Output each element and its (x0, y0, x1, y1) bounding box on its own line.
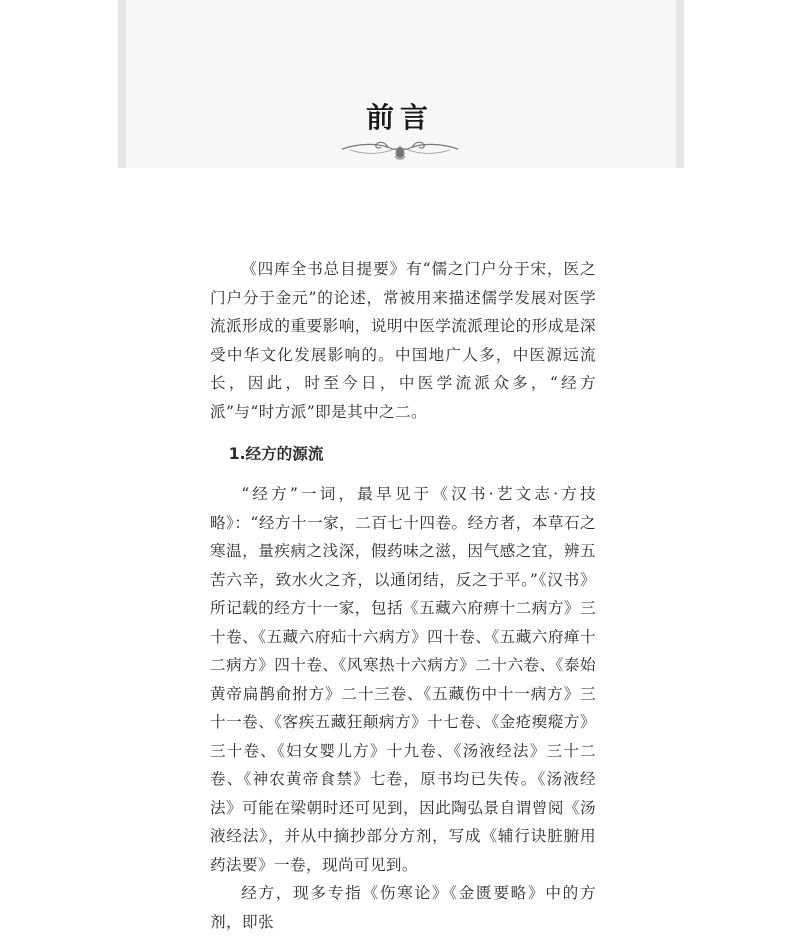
body-paragraph: “经方”一词，最早见于《汉书·艺文志·方技略》：“经方十一家，二百七十四卷。经方者，本草石之寒温，量疾病之浅深，假药味之滋，因气感之宜，辨五苦六辛，致水火之齐，以通闭结，反之于平。”《汉书》所记载的经方十一家，包括《五藏六府痹十二病方》三十卷、《五藏六府疝十六病方》四十卷、《五藏六府瘅十二病方》四十卷、《风寒热十六病方》二十六卷、《泰始黄帝扁鹊俞拊方》二十三卷、《五藏伤中十一病方》三十一卷、《客疾五藏狂颠病方》十七卷、《金疮瘈瘲方》三十卷、《妇女婴儿方》十九卷、《汤液经法》三十二卷、《神农黄帝食禁》七卷，原书均已失传。《汤液经法》可能在梁朝时还可见到，因此陶弘景自谓曾阅《汤液经法》，并从中摘抄部分方剂，写成《辅行诀脏腑用药法要》一卷，现尚可见到。 (210, 485, 596, 874)
section-heading: 1.经方的源流 (228, 445, 324, 463)
body-text (210, 255, 596, 936)
intro-paragraph: 《四库全书总目提要》有“儒之门户分于宋，医之门户分于金元”的论述，常被用来描述儒学发展对医学流派形成的重要影响，说明中医学流派理论的形成是深受中华文化发展影响的。中国地广人多，中医源远流长，因此，时至今日，中医学流派众多，“经方派”与“时方派”即是其中之二。 (210, 260, 596, 421)
body-paragraph: 经方，现多专指《伤寒论》《金匮要略》中的方剂，即张 (210, 884, 596, 931)
header-band-left-edge (118, 0, 126, 168)
page-title: 前言 (365, 101, 434, 134)
flourish-ornament-icon (340, 135, 460, 163)
header-band-right-edge (676, 0, 684, 168)
